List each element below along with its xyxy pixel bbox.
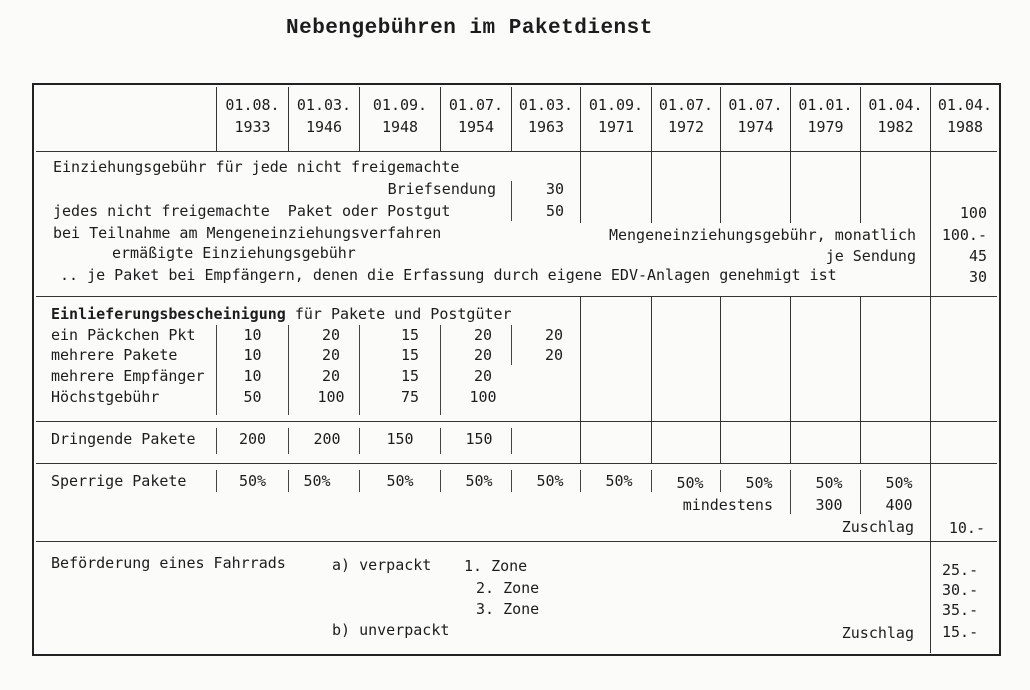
fahrrad-label: Beförderung eines Fahrrads — [51, 554, 286, 572]
einlieferung-value: 20 — [473, 367, 493, 385]
einlieferung-row-label: ein Päckchen Pkt — [51, 326, 196, 344]
einziehung-edv-value-1988: 30 — [968, 268, 987, 286]
einziehung-mengen-monatlich: Mengeneinziehungsgebühr, monatlich — [608, 226, 916, 244]
einlieferung-value: 15 — [400, 326, 420, 344]
sperrig-value: 50% — [303, 472, 331, 490]
fahrrad-zone1: 1. Zone — [464, 557, 528, 575]
col-line — [790, 151, 791, 223]
col-line — [580, 296, 581, 463]
tick-line — [511, 181, 512, 221]
einlieferung-value: 10 — [243, 346, 262, 364]
sperrig-value: 50% — [676, 474, 704, 492]
einziehung-line1: Einziehungsgebühr für jede nicht freigemachte — [53, 158, 460, 176]
sperrig-value: 50% — [745, 474, 773, 492]
date-year-1971: 1971 — [597, 118, 635, 136]
col-line — [790, 296, 791, 463]
einlieferung-value: 15 — [400, 346, 420, 364]
einlieferung-value: 20 — [473, 346, 493, 364]
einziehung-mengen: bei Teilnahme am Mengeneinziehungsverfahren — [53, 224, 442, 242]
einlieferung-value: 10 — [243, 367, 262, 385]
date-year-1948: 1948 — [381, 118, 419, 136]
fahrrad-zone2: 2. Zone — [476, 579, 540, 597]
einziehung-mengen-value-1988: 100.- — [941, 226, 987, 244]
dringend-value: 150 — [465, 430, 493, 448]
date-year-1963: 1963 — [527, 118, 565, 136]
einziehung-paket-value: 50 — [545, 202, 565, 220]
sperrig-value: 50% — [815, 474, 843, 492]
date-day-1971: 01.09. — [588, 96, 644, 114]
date-year-1974: 1974 — [737, 118, 774, 136]
einziehung-paket: jedes nicht freigemachte Paket oder Postgut — [53, 202, 451, 220]
einlieferung-value: 20 — [321, 367, 341, 385]
sperrig-value: 50% — [238, 472, 267, 490]
fahrrad-value-1988: 25.- — [942, 561, 979, 579]
dringend-label: Dringende Pakete — [51, 430, 196, 448]
einlieferung-row-label: mehrere Pakete — [51, 346, 178, 364]
date-year-1954: 1954 — [457, 118, 495, 136]
einziehung-paket-value-1988: 100 — [959, 204, 987, 222]
date-year-1972: 1972 — [667, 118, 705, 136]
sperrig-value: 50% — [465, 472, 493, 490]
einziehung-briefsendung-value: 30 — [545, 180, 565, 198]
einlieferung-heading-bold: Einlieferungsbescheinigung — [51, 305, 286, 323]
einziehung-briefsendung: Briefsendung — [387, 180, 496, 198]
einlieferung-value: 100 — [469, 388, 497, 406]
sperrig-min-1982: 400 — [885, 496, 913, 514]
einlieferung-value: 75 — [400, 388, 420, 406]
date-year-1982: 1982 — [877, 118, 914, 136]
fahrrad-verpackt: a) verpackt — [332, 556, 432, 574]
divider-sperrig — [36, 541, 997, 542]
date-day-1954: 01.07. — [448, 96, 504, 114]
einlieferung-heading-rest: für Pakete und Postgüter — [285, 305, 512, 323]
sperrig-value: 50% — [386, 472, 414, 490]
date-day-1972: 01.07. — [658, 96, 714, 114]
einlieferung-value: 20 — [544, 326, 564, 344]
sperrig-zuschlag-1988: 10.- — [948, 519, 985, 537]
date-day-1974: 01.07. — [728, 96, 783, 114]
einlieferung-value: 50 — [243, 388, 262, 406]
date-year-1979: 1979 — [807, 118, 844, 136]
fahrrad-value-1988: 35.- — [942, 601, 979, 619]
fahrrad-zuschlag: Zuschlag — [841, 624, 914, 642]
date-year-1933: 1933 — [234, 118, 271, 136]
einlieferung-value: 20 — [544, 346, 564, 364]
page-title: Nebengebühren im Paketdienst — [286, 17, 653, 40]
fahrrad-value-1988: 15.- — [942, 623, 979, 641]
col-line — [651, 151, 652, 223]
sperrig-mindestens: mindestens — [682, 496, 773, 514]
date-day-1948: 01.09. — [372, 96, 428, 114]
divider-einziehung — [36, 296, 997, 297]
date-day-1963: 01.03. — [518, 96, 574, 114]
sperrig-min-1979: 300 — [815, 496, 843, 514]
sperrig-label: Sperrige Pakete — [51, 472, 187, 490]
einlieferung-value: 20 — [321, 326, 341, 344]
col-line — [651, 296, 652, 463]
sperrig-value: 50% — [536, 472, 564, 490]
einlieferung-value: 15 — [400, 367, 420, 385]
sperrig-value: 50% — [885, 474, 913, 492]
date-day-1933: 01.08. — [225, 96, 280, 114]
date-day-1946: 01.03. — [296, 96, 352, 114]
einlieferung-row-label: Höchstgebühr — [51, 388, 160, 406]
dringend-value: 200 — [313, 430, 341, 448]
date-day-1988: 01.04. — [937, 96, 993, 114]
col-line — [860, 151, 861, 223]
einziehung-edv: .. je Paket bei Empfängern, denen die Erfassung durch eigene EDV-Anlagen genehmigt ist — [60, 266, 837, 284]
date-day-1979: 01.01. — [798, 96, 853, 114]
fahrrad-zone3: 3. Zone — [476, 600, 540, 618]
fahrrad-value-1988: 30.- — [942, 581, 979, 599]
date-year-1946: 1946 — [305, 118, 343, 136]
sperrig-value: 50% — [605, 472, 633, 490]
dringend-value: 150 — [386, 430, 414, 448]
sperrig-zuschlag: Zuschlag — [841, 518, 914, 536]
einlieferung-value: 10 — [243, 326, 262, 344]
col-line — [860, 296, 861, 463]
einlieferung-heading — [51, 305, 512, 323]
divider-header — [36, 151, 997, 152]
einziehung-je-sendung: je Sendung — [825, 247, 916, 265]
einziehung-ermaessigt-value-1988: 45 — [968, 247, 987, 265]
dringend-value: 200 — [238, 430, 267, 448]
einlieferung-value: 20 — [321, 346, 341, 364]
col-line-1988 — [930, 87, 931, 653]
divider-dringend — [36, 463, 997, 464]
date-year-1988: 1988 — [946, 118, 984, 136]
einlieferung-value: 100 — [317, 388, 345, 406]
einlieferung-row-label: mehrere Empfänger — [51, 367, 205, 385]
einziehung-ermaessigt: ermäßigte Einziehungsgebühr — [112, 244, 356, 262]
col-line — [720, 151, 721, 223]
date-day-1982: 01.04. — [868, 96, 923, 114]
col-line — [720, 296, 721, 463]
fahrrad-unverpackt: b) unverpackt — [332, 621, 450, 639]
einlieferung-value: 20 — [473, 326, 493, 344]
divider-einlieferung — [36, 421, 997, 422]
